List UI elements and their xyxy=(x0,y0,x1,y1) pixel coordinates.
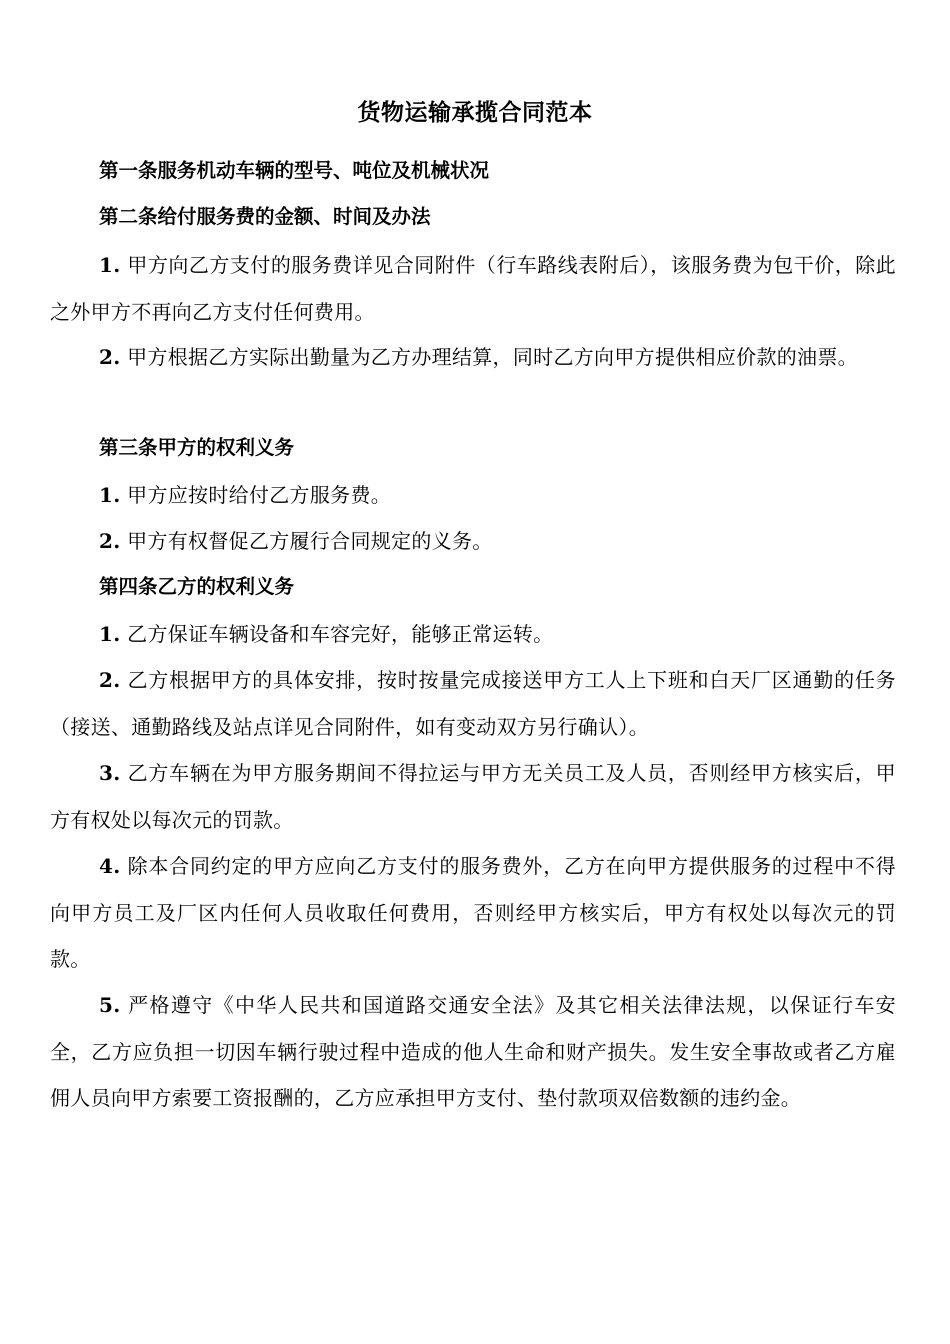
clause-2-1 xyxy=(50,242,896,335)
clause-number: 1. xyxy=(99,483,121,507)
section-heading-4: 第四条乙方的权利义务 xyxy=(99,575,295,598)
clause-number: 4. xyxy=(99,854,121,878)
clause-number: 1. xyxy=(99,622,121,646)
clause-2-2 xyxy=(50,334,896,381)
clause-text: 甲方根据乙方实际出勤量为乙方办理结算，同时乙方向甲方提供相应价款的油票。 xyxy=(127,345,858,369)
clause-4-1 xyxy=(50,611,896,658)
clause-text: 甲方应按时给付乙方服务费。 xyxy=(127,483,392,507)
clause-text: 乙方保证车辆设备和车容完好，能够正常运转。 xyxy=(127,622,554,646)
section-heading-2: 第二条给付服务费的金额、时间及办法 xyxy=(99,205,431,228)
clause-text: 乙方根据甲方的具体安排，按时按量完成接送甲方工人上下班和白天厂区通勤的任务（接送、通勤路线及站点详见合同附件，如有变动双方另行确认）。 xyxy=(50,668,896,739)
clause-number: 5. xyxy=(99,993,121,1017)
clause-4-5 xyxy=(50,982,896,1122)
clause-number: 2. xyxy=(99,668,121,692)
clause-3-1 xyxy=(50,472,896,519)
clause-4-2 xyxy=(50,657,896,750)
clause-3-2 xyxy=(50,518,896,565)
clause-number: 2. xyxy=(99,529,121,553)
clause-text: 严格遵守《中华人民共和国道路交通安全法》及其它相关法律法规，以保证行车安全，乙方应负担一切因车辆行驶过程中造成的他人生命和财产损失。发生安全事故或者乙方雇佣人员向甲方索要工资报酬的，乙方应承担甲方支付、垫付款项双倍数额的违约金。 xyxy=(50,993,896,1110)
clause-text: 乙方车辆在为甲方服务期间不得拉运与甲方无关员工及人员，否则经甲方核实后，甲方有权处以每次元的罚款。 xyxy=(50,761,896,832)
document-title: 货物运输承揽合同范本 xyxy=(357,100,593,126)
clause-4-3 xyxy=(50,750,896,843)
clause-number: 3. xyxy=(99,761,121,785)
clause-number: 2. xyxy=(99,345,121,369)
clause-text: 除本合同约定的甲方应向乙方支付的服务费外，乙方在向甲方提供服务的过程中不得向甲方员工及厂区内任何人员收取任何费用，否则经甲方核实后，甲方有权处以每次元的罚款。 xyxy=(50,854,896,971)
clause-text: 甲方有权督促乙方履行合同规定的义务。 xyxy=(127,529,493,553)
clause-number: 1. xyxy=(99,253,121,277)
section-heading-1: 第一条服务机动车辆的型号、吨位及机械状况 xyxy=(99,159,490,182)
clause-4-4 xyxy=(50,843,896,983)
section-heading-3: 第三条甲方的权利义务 xyxy=(99,436,295,459)
clause-text: 甲方向乙方支付的服务费详见合同附件（行车路线表附后），该服务费为包干价，除此之外甲方不再向乙方支付任何费用。 xyxy=(50,253,896,324)
